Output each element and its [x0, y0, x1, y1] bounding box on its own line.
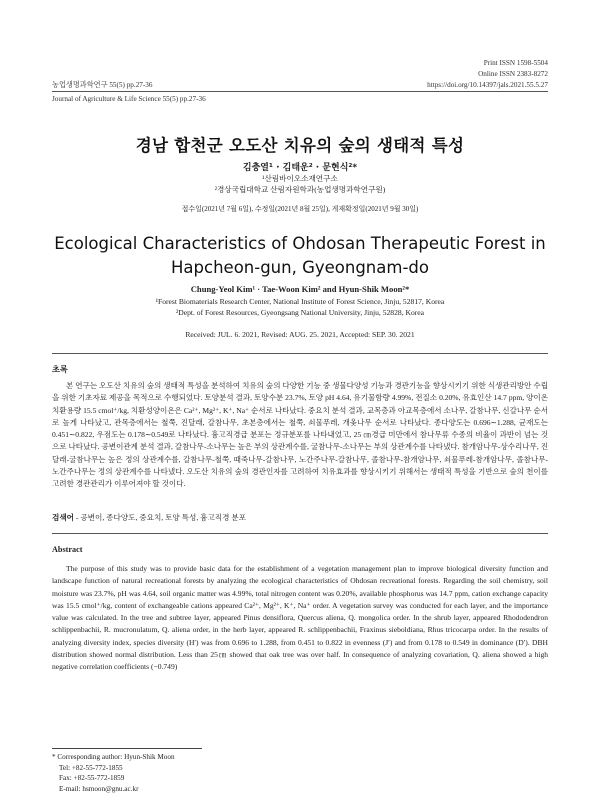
section-rule-middle	[52, 533, 548, 534]
online-issn: Online ISSN 2383-8272	[478, 69, 548, 79]
dates-en: Received: JUL. 6. 2021, Revised: AUG. 25. 2021, Accepted: SEP. 30. 2021	[52, 329, 548, 340]
section-rule-top	[52, 353, 548, 354]
keywords	[52, 512, 548, 523]
abstract-kr	[52, 380, 548, 491]
author-tel: Tel: +82-55-772-1855	[52, 763, 175, 774]
keywords-text: - 공변이, 종다양도, 중요치, 토양 특성, 흉고직경 분포	[76, 513, 246, 522]
abstract-en-text: The purpose of this study was to provide basic data for the establishment of a vegetation management plan to improve biological diversity function and landscape function of natural recreational forests by analyzing the ecological characteristics of Ohdosan recreational forests. Regarding the soil chemistry, soil moisture was 23.7%, pH was 4.64, soil organic matter was 4.99%, total nitrogen content was 0.20%, available phosphorus was 14.7 ppm, cation exchange capacity was 15.5 cmol⁺/kg, content of exchangeable cations appeared Ca²⁺, Mg²⁺, K⁺, Na⁺ order. A vegetation survey was conducted for each layer, and the importance value was calculated. In the tree and subtree layer, appeared Pinus densiflora, Quercus aliena, Q. mongolica order. In the shrub layer, appeared Rhododendron schlippenbachii, R. mucronulatum, Q. aliena order, in the herb layer, appeared R. schlippenbachii, Fraxinus sieboldiana, Rhus tricocarpa order. In the results of analyzing diversity index, species diversity (H′) was from 0.696 to 1.288, from 0.451 to 0.822 in evenness (J′) and from 0.178 to 0.549 in dominance (D′). DBH distribution showed normal distribution. Less than 25㎝ showed that oak tree was over half. In consequence of analyzing covariation, Q. aliena showed a high negative correlation coefficients (−0.749)	[52, 563, 548, 674]
journal-citation-kr: 농업생명과학연구 55(5) pp.27-36	[52, 80, 152, 90]
abstract-en	[52, 563, 548, 674]
affiliation-kr-1: ¹산림바이오소재연구소	[52, 173, 548, 184]
header-rule	[52, 91, 548, 92]
corresponding-author: * Corresponding author: Hyun-Shik Moon	[52, 752, 175, 763]
authors-en: Chung-Yeol Kim¹ · Tae-Woon Kim² and Hyun-Shik Moon²*	[52, 284, 548, 294]
authors-kr: 김충열¹ · 김태운² · 문현식²*	[52, 160, 548, 173]
footnote	[52, 752, 175, 794]
doi-link[interactable]: https://doi.org/10.14397/jals.2021.55.5.27	[427, 80, 548, 90]
keywords-label: 검색어	[52, 513, 74, 522]
journal-citation-en: Journal of Agriculture & Life Science 55(5) pp.27-36	[52, 94, 206, 104]
title-en-line-1: Ecological Characteristics of Ohdosan Therapeutic Forest in	[52, 232, 548, 256]
affiliation-kr-2: ²경상국립대학교 산림자원학과(농업생명과학연구원)	[52, 184, 548, 195]
abstract-en-heading: Abstract	[52, 545, 82, 554]
footnote-rule	[52, 748, 202, 749]
title-en	[52, 232, 548, 280]
abstract-kr-heading: 초록	[52, 364, 68, 375]
abstract-kr-text: 본 연구는 오도산 치유의 숲의 생태적 특성을 분석하여 치유의 숲의 다양한 기능 중 생물다양성 기능과 경관기능을 향상시키기 위한 식생관리방안 수립을 위한 기초자료 제공을 목적으로 수행되었다. 토양분석 결과, 토양수분 23.7%, 토양 pH 4.64, 유기물함량 4.99%, 전질소 0.20%, 유효인산 14.7 ppm, 양이온치환용량 15.5 cmol⁺/kg, 치환성양이온은 Ca²⁺, Mg²⁺, K⁺, Na⁺ 순서로 나타났다. 중요치 분석 결과, 교목층과 아교목층에서 소나무, 갈참나무, 신갈나무 순서로 높게 나타났고, 관목층에서는 철쭉, 진달래, 갈참나무, 초본층에서는 철쭉, 쇠물푸레, 개옻나무 순서로 나타났다. 종다양도는 0.696∼1.288, 균재도는 0.451∼0.822, 우점도는 0.178∼0.549로 나타났다. 흉고직경급 분포는 정규분포를 나타내었고, 25 ㎝경급 미만에서 참나무류 수종의 비율이 과반이 넘는 것으로 나타났다. 공변이관계 분석 결과, 갈참나무-소나무는 높은 부의 상관계수를, 굴참나무-소나무는 부의 상관계수를 나타냈다. 참개암나무-상수리나무, 진달래-굴참나무는 높은 정의 상관계수를, 갈참나무-철쭉, 때죽나무-갈참나무, 노간주나무-갈참나무, 졸참나무-참개암나무, 쇠물푸레-참개암나무, 졸참나무-노간주나무는 정의 상관계수를 나타냈다. 오도산 치유의 숲의 경관인자를 고려하여 치유효과를 향상시키기 위해서는 생태적 특성을 기반으로 숲의 천이를 고려한 경관관리가 이루어져야 할 것이다.	[52, 380, 548, 491]
author-fax: Fax: +82-55-772-1859	[52, 773, 175, 784]
title-kr: 경남 합천군 오도산 치유의 숲의 생태적 특성	[0, 132, 600, 156]
print-issn: Print ISSN 1598-5504	[484, 58, 548, 68]
dates-kr: 접수일(2021년 7월 6일), 수정일(2021년 8월 25일), 게재확정일(2021년 9월 30일)	[52, 204, 548, 215]
affiliation-en-1: ¹Forest Biomaterials Research Center, National Institute of Forest Science, Jinju, 52817, Korea	[52, 296, 548, 307]
author-email[interactable]: E-mail: hsmoon@gnu.ac.kr	[52, 784, 175, 794]
affiliation-en-2: ²Dept. of Forest Resources, Gyeongsang National University, Jinju, 52828, Korea	[52, 307, 548, 318]
title-en-line-2: Hapcheon-gun, Gyeongnam-do	[52, 256, 548, 280]
